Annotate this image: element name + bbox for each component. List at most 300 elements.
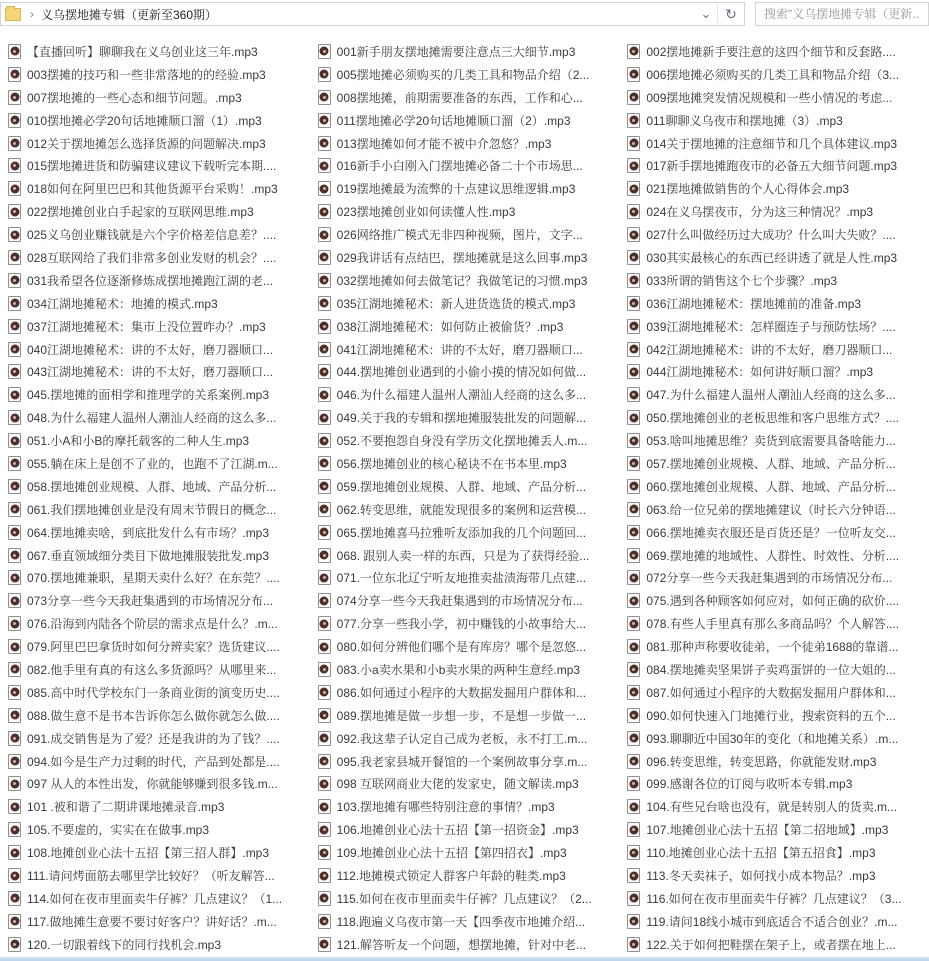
- audio-file-icon: [8, 822, 21, 837]
- disc-glyph: [320, 573, 329, 582]
- disc-glyph: [320, 70, 329, 79]
- audio-file-icon: [8, 273, 21, 288]
- list-item[interactable]: [318, 452, 620, 475]
- list-item[interactable]: [8, 727, 310, 750]
- disc-glyph: [629, 734, 638, 743]
- disc-glyph: [320, 436, 329, 445]
- list-item[interactable]: [8, 154, 310, 177]
- list-item[interactable]: [8, 429, 310, 452]
- audio-file-icon: [627, 319, 640, 334]
- list-item[interactable]: [8, 315, 310, 338]
- list-item[interactable]: [8, 612, 310, 635]
- disc-glyph: [320, 848, 329, 857]
- list-item[interactable]: [627, 498, 929, 521]
- audio-file-icon: [627, 616, 640, 631]
- disc-glyph: [629, 917, 638, 926]
- list-item[interactable]: [318, 841, 620, 864]
- disc-glyph: [320, 596, 329, 605]
- list-item[interactable]: [627, 292, 929, 315]
- list-item[interactable]: [318, 109, 620, 132]
- file-name: 068. 跟别人卖一样的东西，只是为了获得经验...: [336, 548, 590, 563]
- chevron-down-icon[interactable]: ⌄: [700, 6, 712, 21]
- file-name: 113.冬天卖袜子，如何找小成本物品？.mp3: [646, 869, 876, 883]
- list-item[interactable]: [318, 727, 620, 750]
- list-item[interactable]: [318, 406, 620, 429]
- audio-file-icon: [8, 113, 21, 128]
- audio-file-icon: [318, 273, 331, 288]
- list-item[interactable]: [627, 86, 929, 109]
- list-item[interactable]: [627, 681, 929, 704]
- file-name: 002摆地摊新手要注意的这四个细节和反套路....: [646, 44, 896, 59]
- list-item[interactable]: [8, 40, 310, 63]
- list-item[interactable]: [627, 795, 929, 818]
- list-item[interactable]: [627, 40, 929, 63]
- list-item[interactable]: [627, 269, 929, 292]
- list-item[interactable]: [627, 635, 929, 658]
- audio-file-icon: [8, 387, 21, 402]
- audio-file-icon: [627, 456, 640, 471]
- audio-file-icon: [8, 296, 21, 311]
- list-item[interactable]: [318, 933, 620, 956]
- list-item[interactable]: [318, 383, 620, 406]
- list-item[interactable]: [8, 750, 310, 773]
- disc-glyph: [320, 871, 329, 880]
- audio-file-icon: [627, 914, 640, 929]
- file-name: 092.我这辈子认定自己成为老板，永不打工.m...: [336, 731, 588, 746]
- list-item[interactable]: [627, 109, 929, 132]
- audio-file-icon: [318, 731, 331, 746]
- disc-glyph: [320, 207, 329, 216]
- file-name: 052.不要抱怨自身没有学历文化摆地摊丢人.m...: [336, 434, 588, 449]
- file-name: 036江湖地摊秘术：摆地摊前的准备.mp3: [646, 296, 862, 311]
- list-item[interactable]: [627, 887, 929, 910]
- list-item[interactable]: [318, 292, 620, 315]
- disc-glyph: [10, 47, 19, 56]
- file-name: 075.遇到各种顾客如何应对，如何正确的砍价....: [646, 594, 900, 609]
- audio-file-icon: [627, 250, 640, 265]
- toolbar: [0, 0, 929, 28]
- audio-file-icon: [627, 364, 640, 379]
- file-name: 017新手摆地摊跑夜市的必备五大细节问题.mp3: [646, 159, 898, 174]
- file-name: 014关于摆地摊的注意细节和几个具体建议.mp3: [646, 136, 898, 151]
- disc-glyph: [629, 322, 638, 331]
- file-name: 021摆地摊做销售的个人心得体会.mp3: [646, 182, 850, 197]
- list-item[interactable]: [8, 383, 310, 406]
- disc-glyph: [320, 322, 329, 331]
- audio-file-icon: [627, 273, 640, 288]
- disc-glyph: [629, 230, 638, 239]
- disc-glyph: [320, 367, 329, 376]
- audio-file-icon: [318, 937, 331, 952]
- file-name: 038江湖地摊秘术：如何防止被偷货？.mp3: [336, 319, 564, 334]
- disc-glyph: [320, 390, 329, 399]
- disc-glyph: [629, 596, 638, 605]
- audio-file-icon: [8, 44, 21, 59]
- file-name: 101 .被和谐了二期讲课地摊录音.mp3: [27, 800, 225, 815]
- search-input[interactable]: [756, 3, 928, 25]
- list-item[interactable]: [627, 841, 929, 864]
- disc-glyph: [320, 825, 329, 834]
- disc-glyph: [10, 757, 19, 766]
- list-item[interactable]: [318, 681, 620, 704]
- disc-glyph: [320, 230, 329, 239]
- audio-file-icon: [8, 136, 21, 151]
- audio-file-icon: [8, 364, 21, 379]
- file-name: 071.一位东北辽宁听友地推卖盐渍海带几点建...: [336, 571, 587, 586]
- disc-glyph: [10, 825, 19, 834]
- disc-glyph: [10, 207, 19, 216]
- file-name: 016新手小白刚入门摆地摊必备二十个市场思...: [336, 159, 583, 174]
- list-item[interactable]: [318, 498, 620, 521]
- audio-file-icon: [8, 342, 21, 357]
- disc-glyph: [629, 848, 638, 857]
- file-name: 029我讲话有点结巴，摆地摊就是这么回事.mp3: [336, 250, 588, 265]
- list-item[interactable]: [318, 177, 620, 200]
- list-item[interactable]: [8, 864, 310, 887]
- list-item[interactable]: [627, 383, 929, 406]
- file-name: 070.摆地摊兼职，星期天卖什么好？在东莞？....: [27, 571, 280, 586]
- file-name: 058.摆地摊创业规模、人群、地域、产品分析...: [27, 479, 277, 494]
- list-item[interactable]: [627, 521, 929, 544]
- audio-file-icon: [318, 364, 331, 379]
- disc-glyph: [10, 70, 19, 79]
- list-item[interactable]: [8, 86, 310, 109]
- list-item[interactable]: [318, 704, 620, 727]
- list-item[interactable]: [318, 544, 620, 567]
- file-name: 051.小A和小B的摩托载客的二种人生.mp3: [27, 434, 250, 449]
- list-item[interactable]: [8, 109, 310, 132]
- list-item[interactable]: [627, 452, 929, 475]
- list-item[interactable]: [8, 589, 310, 612]
- disc-glyph: [320, 161, 329, 170]
- list-item[interactable]: [627, 154, 929, 177]
- list-item[interactable]: [8, 566, 310, 589]
- disc-glyph: [320, 642, 329, 651]
- list-item[interactable]: [318, 864, 620, 887]
- list-item[interactable]: [627, 773, 929, 796]
- audio-file-icon: [318, 387, 331, 402]
- refresh-icon[interactable]: ↻: [725, 6, 737, 22]
- list-item[interactable]: [318, 360, 620, 383]
- list-item[interactable]: [627, 475, 929, 498]
- disc-glyph: [629, 184, 638, 193]
- list-item[interactable]: [627, 727, 929, 750]
- file-name: 115.如何在夜市里面卖牛仔裤？几点建议？（2...: [336, 891, 592, 906]
- list-item[interactable]: [627, 864, 929, 887]
- list-item[interactable]: [8, 887, 310, 910]
- list-item[interactable]: [8, 246, 310, 269]
- disc-glyph: [10, 711, 19, 720]
- disc-glyph: [10, 459, 19, 468]
- list-item[interactable]: [627, 315, 929, 338]
- list-item[interactable]: [627, 223, 929, 246]
- list-item[interactable]: [8, 177, 310, 200]
- file-name: 010摆地摊必学20句话地摊顺口溜（1）.mp3: [27, 113, 262, 128]
- disc-glyph: [629, 459, 638, 468]
- disc-glyph: [320, 940, 329, 949]
- audio-file-icon: [8, 662, 21, 677]
- list-item[interactable]: [627, 132, 929, 155]
- disc-glyph: [629, 116, 638, 125]
- audio-file-icon: [318, 525, 331, 540]
- file-name: 027什么叫做经历过大成功？什么叫大失败？....: [646, 228, 896, 243]
- list-item[interactable]: [318, 773, 620, 796]
- list-item[interactable]: [8, 818, 310, 841]
- list-item[interactable]: [318, 223, 620, 246]
- audio-file-icon: [8, 250, 21, 265]
- disc-glyph: [629, 345, 638, 354]
- file-name: 012关于摆地摊怎么选择货源的问题解决.mp3: [27, 136, 266, 151]
- audio-file-icon: [627, 662, 640, 677]
- file-name: 039江湖地摊秘术：怎样圈连子与预防怯场？....: [646, 319, 896, 334]
- list-item[interactable]: [627, 360, 929, 383]
- file-name: 073分享一些今天我赶集遇到的市场情况分布...: [27, 594, 274, 609]
- audio-file-icon: [627, 845, 640, 860]
- file-column-3: [619, 40, 929, 956]
- audio-file-icon: [8, 433, 21, 448]
- file-name: 095.我老家县城开餐馆的一个案例故事分享.m...: [336, 754, 588, 769]
- list-item[interactable]: [627, 933, 929, 956]
- list-item[interactable]: [627, 406, 929, 429]
- disc-glyph: [629, 93, 638, 102]
- breadcrumb[interactable]: 义乌摆地摊专辑（更新至360期）: [41, 7, 218, 22]
- file-name: 091.成交销售是为了爱？还是我讲的为了钱？....: [27, 731, 280, 746]
- list-item[interactable]: [8, 200, 310, 223]
- list-item[interactable]: [318, 63, 620, 86]
- disc-glyph: [320, 802, 329, 811]
- file-name: 069.摆地摊的地域性、人群性、时效性、分析....: [646, 548, 900, 563]
- disc-glyph: [629, 825, 638, 834]
- audio-file-icon: [627, 685, 640, 700]
- list-item[interactable]: [8, 338, 310, 361]
- list-item[interactable]: [8, 704, 310, 727]
- list-item[interactable]: [318, 910, 620, 933]
- file-name: 044.摆地摊创业遇到的小偷小摸的情况如何做...: [336, 365, 587, 380]
- list-item[interactable]: [627, 429, 929, 452]
- file-name: 087.如何通过小程序的大数据发掘用户群体和...: [646, 685, 896, 700]
- list-item[interactable]: [627, 589, 929, 612]
- file-name: 028互联网给了我们非常多创业发财的机会？....: [27, 250, 277, 265]
- file-name: 001新手朋友摆地摊需要注意点三大细节.mp3: [336, 44, 576, 59]
- disc-glyph: [629, 528, 638, 537]
- list-item[interactable]: [8, 635, 310, 658]
- file-name: 078.有些人手里真有那么多商品吗？个人解答....: [646, 617, 900, 632]
- disc-glyph: [629, 619, 638, 628]
- file-name: 065.摆地摊喜马拉雅听友添加我的几个问题回...: [336, 525, 587, 540]
- audio-file-icon: [627, 525, 640, 540]
- disc-glyph: [629, 367, 638, 376]
- audio-file-icon: [318, 868, 331, 883]
- list-item[interactable]: [8, 498, 310, 521]
- disc-glyph: [10, 779, 19, 788]
- breadcrumb-chevron-icon: ›: [30, 7, 34, 21]
- list-item[interactable]: [627, 338, 929, 361]
- file-name: 042江湖地摊秘术：讲的不太好，磨刀器顺口...: [646, 342, 893, 357]
- disc-glyph: [629, 573, 638, 582]
- disc-glyph: [320, 276, 329, 285]
- disc-glyph: [10, 93, 19, 102]
- disc-glyph: [320, 779, 329, 788]
- file-name: 055.躺在床上是创不了业的，也跑不了江湖.m...: [27, 456, 278, 471]
- file-name: 108.地摊创业心法十五招【第三招人群】.mp3: [27, 846, 270, 861]
- disc-glyph: [10, 848, 19, 857]
- file-name: 086.如何通过小程序的大数据发掘用户群体和...: [336, 685, 587, 700]
- file-name: 114.如何在夜市里面卖牛仔裤？几点建议？（1...: [27, 891, 283, 906]
- disc-glyph: [10, 894, 19, 903]
- file-name: 072分享一些今天我赶集遇到的市场情况分布...: [646, 571, 893, 586]
- disc-glyph: [320, 551, 329, 560]
- disc-glyph: [10, 322, 19, 331]
- audio-file-icon: [8, 67, 21, 82]
- list-item[interactable]: [8, 795, 310, 818]
- audio-file-icon: [627, 342, 640, 357]
- file-name: 094.如今是生产力过剩的时代，产品到处都是....: [27, 754, 280, 769]
- disc-glyph: [629, 940, 638, 949]
- list-item[interactable]: [318, 750, 620, 773]
- file-name: 088.做生意不是书本告诉你怎么做你就怎么做....: [27, 708, 280, 723]
- list-item[interactable]: [627, 750, 929, 773]
- list-item[interactable]: [318, 818, 620, 841]
- file-name: 011聊聊义乌夜市和摆地摊（3）.mp3: [646, 113, 843, 128]
- list-item[interactable]: [318, 566, 620, 589]
- file-name: 026网络推广模式无非四种视频，图片，文字...: [336, 228, 583, 243]
- list-item[interactable]: [318, 40, 620, 63]
- list-item[interactable]: [8, 521, 310, 544]
- audio-file-icon: [627, 158, 640, 173]
- list-item[interactable]: [627, 658, 929, 681]
- list-item[interactable]: [8, 544, 310, 567]
- disc-glyph: [10, 917, 19, 926]
- address-bar[interactable]: [0, 2, 745, 26]
- audio-file-icon: [627, 639, 640, 654]
- audio-file-icon: [627, 296, 640, 311]
- file-name: 118.跑遍义乌夜市第一天【四季夜市地摊介绍...: [336, 914, 586, 929]
- audio-file-icon: [318, 113, 331, 128]
- disc-glyph: [320, 894, 329, 903]
- audio-file-icon: [627, 776, 640, 791]
- list-item[interactable]: [8, 681, 310, 704]
- audio-file-icon: [627, 204, 640, 219]
- list-item[interactable]: [318, 269, 620, 292]
- list-item[interactable]: [627, 200, 929, 223]
- list-item[interactable]: [8, 223, 310, 246]
- disc-glyph: [629, 276, 638, 285]
- list-item[interactable]: [8, 63, 310, 86]
- file-name: 112.地摊模式锁定人群客户年龄的鞋类.mp3: [336, 869, 566, 883]
- list-item[interactable]: [318, 658, 620, 681]
- audio-file-icon: [627, 90, 640, 105]
- list-item[interactable]: [318, 338, 620, 361]
- audio-file-icon: [8, 639, 21, 654]
- file-name: 119.请问18线小城市到底适合不适合创业？.m...: [646, 914, 898, 929]
- file-name: 057.摆地摊创业规模、人群、地域、产品分析...: [646, 456, 896, 471]
- file-name: 083.小a卖水果和小b卖水果的两种生意经.mp3: [336, 662, 581, 677]
- audio-file-icon: [8, 570, 21, 585]
- list-item[interactable]: [318, 315, 620, 338]
- list-item[interactable]: [8, 475, 310, 498]
- list-item[interactable]: [627, 818, 929, 841]
- list-item[interactable]: [627, 246, 929, 269]
- list-item[interactable]: [318, 246, 620, 269]
- disc-glyph: [10, 734, 19, 743]
- audio-file-icon: [318, 90, 331, 105]
- disc-glyph: [10, 665, 19, 674]
- list-item[interactable]: [318, 200, 620, 223]
- search-box: [755, 2, 929, 26]
- audio-file-icon: [627, 479, 640, 494]
- list-item[interactable]: [627, 704, 929, 727]
- audio-file-icon: [318, 616, 331, 631]
- audio-file-icon: [627, 593, 640, 608]
- list-item[interactable]: [627, 612, 929, 635]
- disc-glyph: [10, 413, 19, 422]
- list-item[interactable]: [627, 566, 929, 589]
- file-name: 074分享一些今天我赶集遇到的市场情况分布...: [336, 594, 583, 609]
- list-item[interactable]: [318, 612, 620, 635]
- list-item[interactable]: [318, 86, 620, 109]
- list-item[interactable]: [318, 795, 620, 818]
- file-name: 【直播回听】聊聊我在义乌创业这三年.mp3: [27, 44, 258, 59]
- list-item[interactable]: [318, 154, 620, 177]
- list-item[interactable]: [8, 452, 310, 475]
- file-name: 053.啥叫地摊思维？卖货到底需要具备啥能力...: [646, 434, 896, 449]
- list-item[interactable]: [8, 658, 310, 681]
- audio-file-icon: [8, 593, 21, 608]
- audio-file-icon: [627, 387, 640, 402]
- disc-glyph: [320, 757, 329, 766]
- audio-file-icon: [8, 754, 21, 769]
- disc-glyph: [10, 299, 19, 308]
- list-item[interactable]: [8, 292, 310, 315]
- disc-glyph: [10, 802, 19, 811]
- file-name: 122.关于如何把鞋摆在架子上，或者摆在地上...: [646, 937, 896, 952]
- list-item[interactable]: [627, 177, 929, 200]
- list-item[interactable]: [8, 910, 310, 933]
- file-name: 090.如何快速入门地摊行业，搜索资料的五个...: [646, 708, 896, 723]
- disc-glyph: [10, 619, 19, 628]
- audio-file-icon: [8, 158, 21, 173]
- list-item[interactable]: [318, 132, 620, 155]
- list-item[interactable]: [8, 406, 310, 429]
- list-item[interactable]: [318, 521, 620, 544]
- list-item[interactable]: [8, 841, 310, 864]
- list-item[interactable]: [627, 910, 929, 933]
- file-name: 030其实最核心的东西已经讲透了就是人性.mp3: [646, 250, 898, 265]
- list-item[interactable]: [627, 63, 929, 86]
- list-item[interactable]: [8, 933, 310, 956]
- file-name: 105.不要虚的，实实在在做事.mp3: [27, 823, 210, 838]
- list-item[interactable]: [8, 360, 310, 383]
- list-item[interactable]: [8, 132, 310, 155]
- file-name: 045.摆地摊的面相学和推理学的关系案例.mp3: [27, 388, 270, 403]
- list-item[interactable]: [627, 544, 929, 567]
- audio-file-icon: [318, 410, 331, 425]
- disc-glyph: [320, 734, 329, 743]
- audio-file-icon: [627, 708, 640, 723]
- disc-glyph: [10, 642, 19, 651]
- disc-glyph: [10, 345, 19, 354]
- list-item[interactable]: [318, 429, 620, 452]
- list-item[interactable]: [318, 475, 620, 498]
- list-item[interactable]: [318, 635, 620, 658]
- file-name: 007摆地摊的一些心态和细节问题。.mp3: [27, 90, 242, 105]
- audio-file-icon: [8, 616, 21, 631]
- file-name: 035江湖地摊秘术：新人进货选货的模式.mp3: [336, 296, 576, 311]
- list-item[interactable]: [318, 589, 620, 612]
- list-item[interactable]: [318, 887, 620, 910]
- list-item[interactable]: [8, 269, 310, 292]
- list-item[interactable]: [8, 773, 310, 796]
